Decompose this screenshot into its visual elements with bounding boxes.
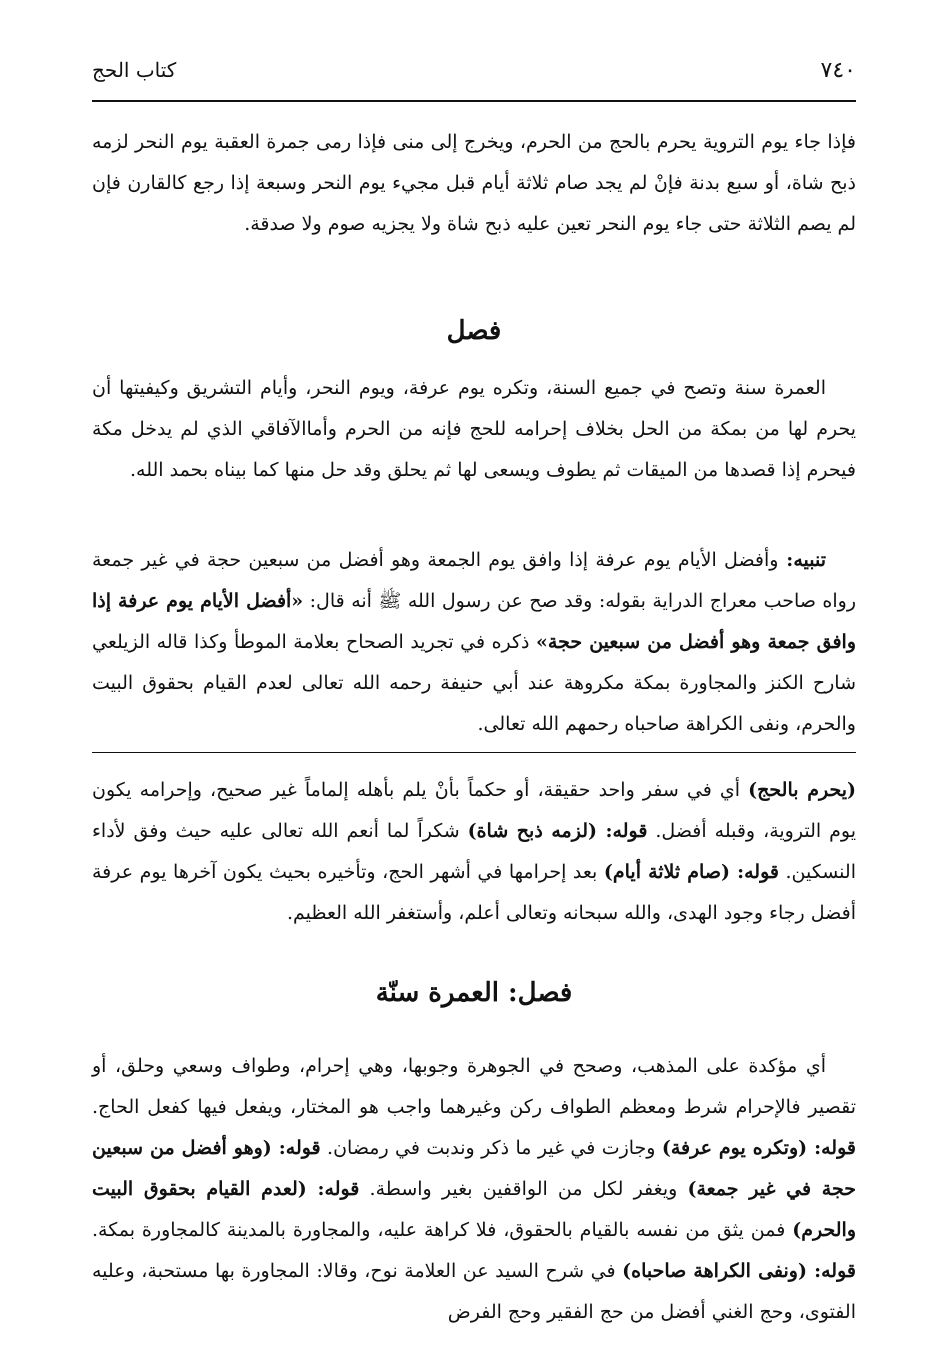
- main-paragraph-3: [92, 540, 856, 745]
- commentary-divider: [92, 752, 856, 753]
- section-heading-fasl: فصل: [446, 316, 502, 346]
- main-text-3: تنبيه: وأفضل الأيام يوم عرفة إذا وافق يوم الجمعة وهو أفضل من سبعين حجة في غير جمعة رواه صاحب معراج الدراية بقوله: وقد صح عن رسول الله ﷺ أنه قال: «أفضل الأيام يوم عرفة إذا وافق جمعة وهو أفضل من سبعين حجة» ذكره في تجريد الصحاح بعلامة الموطأ وكذا قاله الزيلعي شارح الكنز والمجاورة بمكة مكروهة عند أبي حنيفة رحمه الله تعالى لعدم القيام بحقوق البيت والحرم، ونفى الكراهة صاحباه رحمهم الله تعالى.: [92, 549, 856, 735]
- section-heading-umrah: فصل: العمرة سنّة: [375, 978, 573, 1008]
- commentary-paragraph-2: [92, 1046, 856, 1333]
- hadith-quote: «أفضل الأيام يوم عرفة إذا وافق جمعة وهو أفضل من سبعين حجة»: [92, 590, 856, 653]
- main-text-1: فإذا جاء يوم التروية يحرم بالحج من الحرم، ويخرج إلى منى فإذا رمى جمرة العقبة يوم النحر لزمه ذبح شاة، أو سبع بدنة فإنْ لم يجد صام ثلاثة أيام قبل مجيء يوم النحر وسبعة إذا رجع كالقارن فإن لم يصم الثلاثة حتى جاء يوم النحر تعين عليه ذبح شاة ولا يجزيه صوم ولا صدقة.: [92, 131, 856, 235]
- commentary-paragraph-1: [92, 770, 856, 934]
- main-paragraph-1: [92, 122, 856, 245]
- page-header: [92, 52, 856, 96]
- page-number: ٧٤٠: [820, 58, 856, 83]
- note-label: تنبيه:: [778, 549, 826, 571]
- main-paragraph-2: [92, 368, 856, 491]
- header-rule: [92, 100, 856, 102]
- main-text-2: العمرة سنة وتصح في جميع السنة، وتكره يوم عرفة، ويوم النحر، وأيام التشريق وكيفيتها أن يحرم لها من بمكة من الحل بخلاف إحرامه للحج فإنه من الحرم وأماالآفاقي الذي لم يدخل مكة فيحرم إذا قصدها من الميقات ثم يطوف ويسعى لها ثم يحلق وقد حل منها كما بيناه بحمد الله.: [92, 377, 856, 481]
- commentary-text-2: أي مؤكدة على المذهب، وصحح في الجوهرة وجوبها، وهي إحرام، وطواف وسعي وحلق، أو تقصير فالإحرام شرط ومعظم الطواف ركن وغيرهما واجب هو المختار، ويفعل فيها كفعل الحاج. قوله: (وتكره يوم عرفة) وجازت في غير ما ذكر وندبت في رمضان. قوله: (وهو أفضل من سبعين حجة في غير جمعة) ويغفر لكل من الواقفين بغير واسطة. قوله: (لعدم القيام بحقوق البيت والحرم) فمن يثق من نفسه بالقيام بالحقوق، فلا كراهة عليه، والمجاورة بالمدينة كالمجاورة بمكة. قوله: (ونفى الكراهة صاحباه) في شرح السيد عن العلامة نوح، وقالا: المجاورة بها مستحبة، وعليه الفتوى، وحج الغني أفضل من حج الفقير وحج الفرض: [92, 1055, 856, 1323]
- commentary-text-1: (يحرم بالحج) أي في سفر واحد حقيقة، أو حكماً بأنْ يلم بأهله إلماماً غير صحيح، وإحرامه يكون يوم التروية، وقبله أفضل. قوله: (لزمه ذبح شاة) شكراً لما أنعم الله تعالى عليه حيث وفق لأداء النسكين. قوله: (صام ثلاثة أيام) بعد إحرامها في أشهر الحج، وتأخيره بحيث يكون آخرها يوم عرفة أفضل رجاء وجود الهدى، والله سبحانه وتعالى أعلم، وأستغفر الله العظيم.: [92, 779, 856, 924]
- book-title: كتاب الحج: [92, 58, 177, 82]
